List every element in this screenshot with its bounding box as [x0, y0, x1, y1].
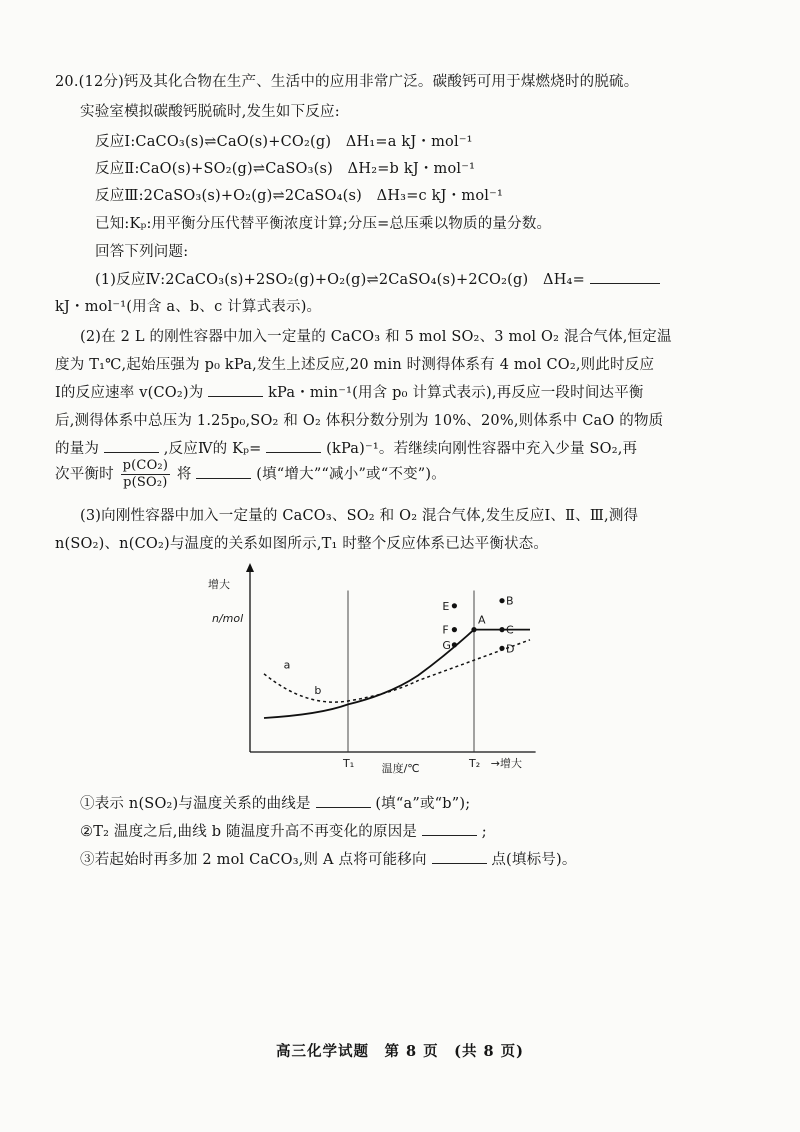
point-a [471, 627, 476, 632]
chart-series [264, 630, 530, 718]
part2-line2: 度为 T₁℃,起始压强为 p₀ kPa,发生上述反应,20 min 时测得体系有 4 mol CO₂,则此时反应 [55, 357, 655, 373]
part2-line6-text-c: (填“增大”“减小”或“不变”)。 [256, 466, 446, 483]
subquestion-1 [80, 792, 470, 813]
subquestion-2 [80, 820, 487, 841]
point-label-g: G [442, 638, 451, 652]
point-label-d: D [506, 642, 515, 656]
point-b [499, 598, 504, 603]
subquestion-3 [80, 848, 577, 869]
point-label-c: C [506, 623, 514, 637]
page-footer: 高三化学试题 第 8 页 (共 8 页) [275, 1043, 525, 1060]
answer-blank-dh4[interactable] [590, 269, 660, 284]
x-axis-label: 温度/℃ [381, 762, 420, 775]
part2-line4: 后,测得体系中总压为 1.25p₀,SO₂ 和 O₂ 体积分数分别为 10%、20%,则体系中 CaO 的物质 [55, 413, 664, 429]
fraction-denominator: p(SO₂) [123, 475, 168, 490]
answer-prompt: 回答下列问题: [95, 244, 189, 260]
point-d [499, 646, 504, 651]
known-conditions: 已知:Kₚ:用平衡分压代替平衡浓度计算;分压=总压乘以物质的量分数。 [95, 216, 552, 232]
x-axis-end-label: →增大 [490, 757, 523, 770]
point-label-b: B [506, 594, 514, 608]
part3-line1: (3)向刚性容器中加入一定量的 CaCO₃、SO₂ 和 O₂ 混合气体,发生反应Ⅰ、Ⅱ、Ⅲ,测得 [80, 508, 639, 524]
pressure-ratio-fraction [121, 458, 170, 491]
part2-line3-text-b: kPa・min⁻¹(用含 p₀ 计算式表示),再反应一段时间达平衡 [268, 385, 644, 401]
answer-blank-kp[interactable] [266, 438, 321, 453]
chart-labels [208, 577, 522, 775]
chart-axes [246, 563, 536, 752]
sub1-text-a: ①表示 n(SO₂)与温度关系的曲线是 [80, 796, 311, 812]
part2-line3-text-a: Ⅰ的反应速率 v(CO₂)为 [55, 385, 204, 401]
temperature-chart [200, 560, 560, 780]
curve-label-a: a [283, 658, 291, 672]
point-label-e: E [442, 599, 450, 613]
part2-line6 [55, 458, 446, 491]
answer-blank-reason[interactable] [422, 821, 477, 836]
part1-line1 [95, 268, 660, 289]
reaction-3: 反应Ⅲ:2CaSO₃(s)+O₂(g)⇌2CaSO₄(s) ΔH₃=c kJ・mol⁻¹ [95, 188, 503, 204]
question-intro-line1: 20.(12分)钙及其化合物在生产、生活中的应用非常广泛。碳酸钙可用于煤燃烧时的脱硫。 [55, 74, 639, 90]
part3-line2: n(SO₂)、n(CO₂)与温度的关系如图所示,T₁ 时整个反应体系已达平衡状态。 [55, 536, 549, 552]
sub1-text-b: (填“a”或“b”); [375, 796, 471, 812]
curve-b [264, 630, 530, 718]
curve-a [264, 640, 530, 702]
part1-text: (1)反应Ⅳ:2CaCO₃(s)+2SO₂(g)+O₂(g)⇌2CaSO₄(s)+2CO₂(g) ΔH₄= [95, 272, 585, 288]
reaction-1: 反应Ⅰ:CaCO₃(s)⇌CaO(s)+CO₂(g) ΔH₁=a kJ・mol⁻¹ [95, 134, 473, 150]
answer-blank-cao[interactable] [104, 438, 159, 453]
point-e [452, 603, 457, 608]
sub3-text-a: ③若起始时再多加 2 mol CaCO₃,则 A 点将可能移向 [80, 852, 427, 868]
y-axis-label: n/mol [212, 612, 244, 625]
part2-line1: (2)在 2 L 的刚性容器中加入一定量的 CaCO₃ 和 5 mol SO₂、3 mol O₂ 混合气体,恒定温 [80, 329, 672, 345]
reaction-2: 反应Ⅱ:CaO(s)+SO₂(g)⇌CaSO₃(s) ΔH₂=b kJ・mol⁻¹ [95, 161, 476, 177]
point-c [499, 627, 504, 632]
tick-t2: T₂ [469, 757, 481, 770]
question-intro-line2: 实验室模拟碳酸钙脱硫时,发生如下反应: [80, 104, 340, 120]
part2-line5-text-a: 的量为 [55, 441, 100, 457]
sub2-text-a: ②T₂ 温度之后,曲线 b 随温度升高不再变化的原因是 [80, 824, 418, 840]
sub2-text-b: ; [481, 824, 487, 840]
part2-line6-text-a: 次平衡时 [55, 466, 114, 483]
curve-label-b: b [314, 684, 322, 698]
fraction-numerator: p(CO₂) [122, 458, 169, 473]
part2-line6-text-b: 将 [176, 466, 192, 483]
part2-line3 [55, 381, 644, 402]
answer-blank-point[interactable] [432, 849, 487, 864]
point-label-a: A [478, 613, 486, 627]
point-g [452, 642, 457, 647]
sub3-text-b: 点(填标号)。 [491, 852, 577, 868]
answer-blank-ratio[interactable] [196, 464, 251, 479]
y-axis-arrow [246, 563, 254, 572]
part2-line5 [55, 437, 637, 458]
point-label-f: F [442, 623, 449, 637]
part2-line5-text-c: (kPa)⁻¹。若继续向刚性容器中充入少量 SO₂,再 [326, 441, 638, 457]
answer-blank-rate[interactable] [208, 382, 263, 397]
part1-line2: kJ・mol⁻¹(用含 a、b、c 计算式表示)。 [55, 299, 322, 315]
part2-line5-text-b: ,反应Ⅳ的 Kₚ= [163, 441, 262, 457]
tick-t1: T₁ [343, 757, 355, 770]
answer-blank-curve[interactable] [316, 793, 371, 808]
point-f [452, 627, 457, 632]
y-axis-top-label: 增大 [208, 578, 230, 591]
